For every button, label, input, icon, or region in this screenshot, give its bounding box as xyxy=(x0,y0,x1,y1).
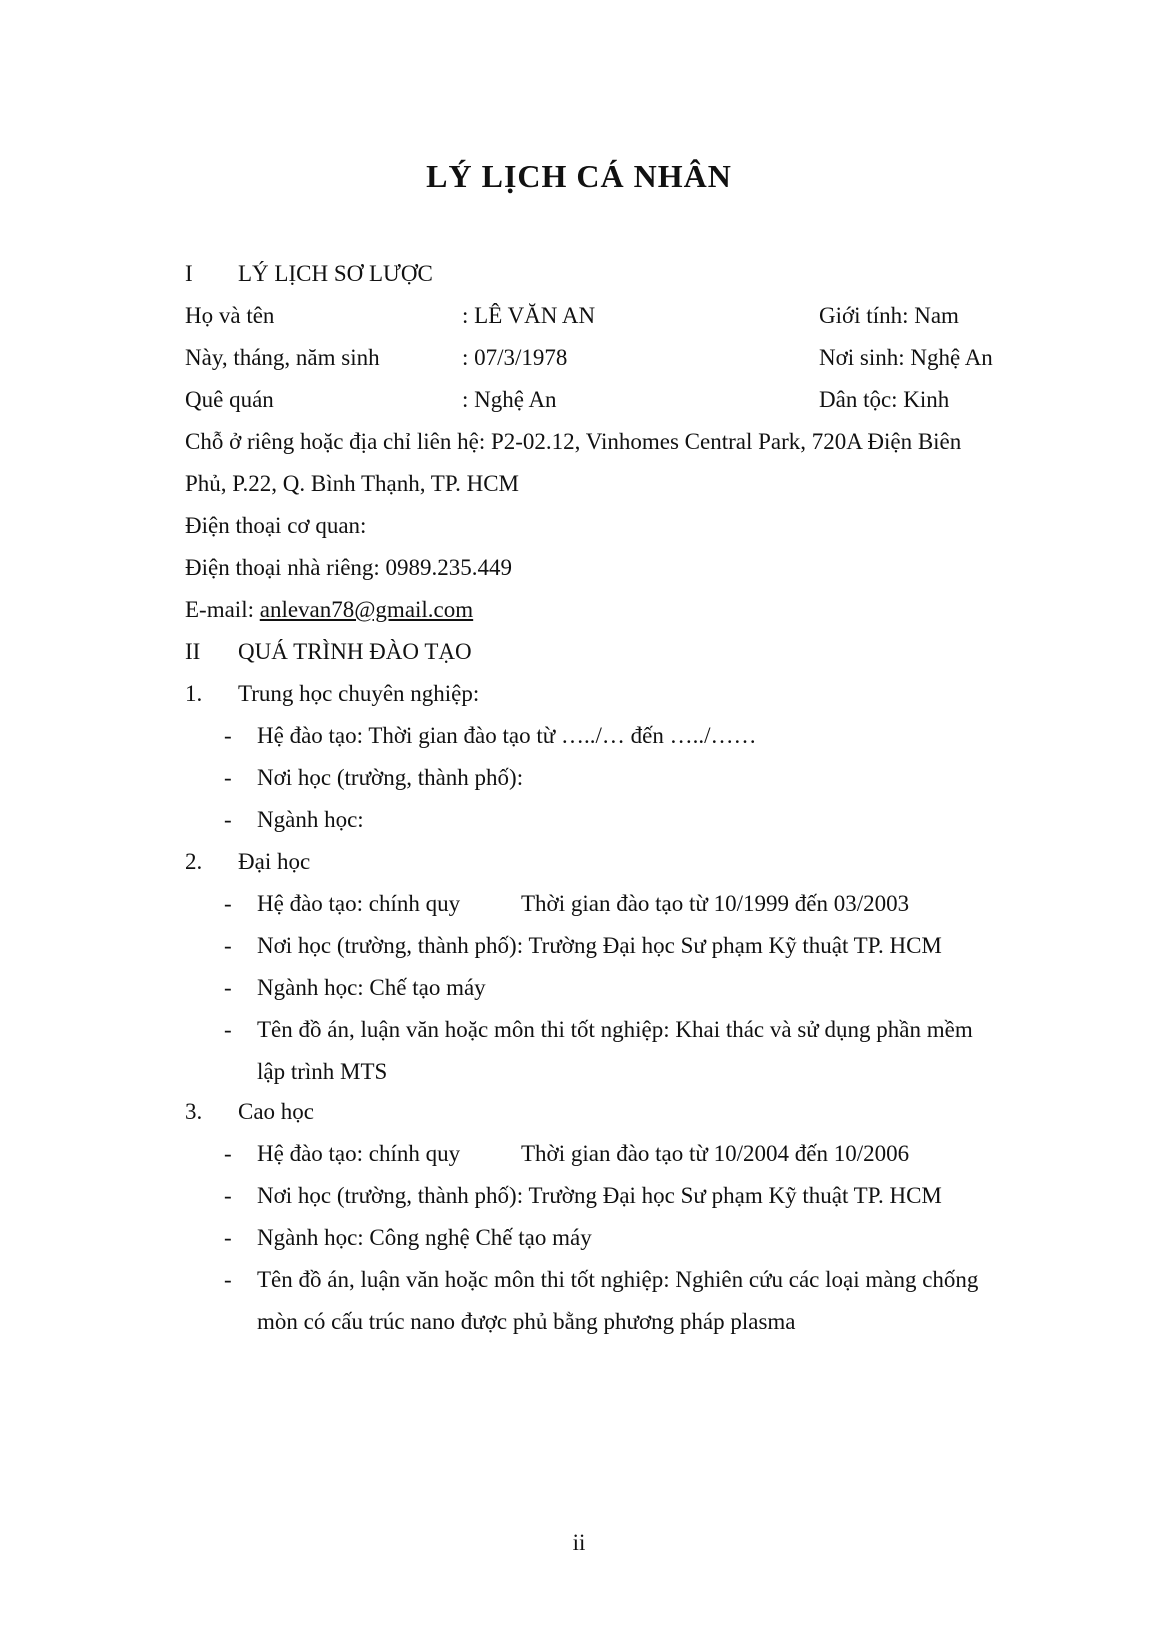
dob-label: Này, tháng, năm sinh xyxy=(185,345,380,370)
major: Ngành học: Chế tạo máy xyxy=(257,975,486,1000)
bullet-dash: - xyxy=(224,1141,232,1166)
bullet-dash: - xyxy=(224,1267,232,1292)
subsection-title: Trung học chuyên nghiệp: xyxy=(238,681,480,706)
bullet-dash: - xyxy=(224,1225,232,1250)
gender-field: Giới tính: Nam xyxy=(819,303,959,328)
address-line-2: Phủ, P.22, Q. Bình Thạnh, TP. HCM xyxy=(185,471,519,496)
email-link[interactable]: anlevan78@gmail.com xyxy=(259,597,474,622)
training-type: Hệ đào tạo: chính quy xyxy=(257,891,461,916)
email-label: E-mail: xyxy=(185,597,260,622)
hometown-label: Quê quán xyxy=(185,387,274,412)
section-number: II xyxy=(185,639,201,664)
home-phone: Điện thoại nhà riêng: 0989.235.449 xyxy=(185,555,513,580)
subsection-title: Đại học xyxy=(238,849,311,874)
subsection-number: 1. xyxy=(185,681,203,706)
birthplace-field: Nơi sinh: Nghệ An xyxy=(819,345,993,370)
office-phone: Điện thoại cơ quan: xyxy=(185,513,367,538)
bullet-dash: - xyxy=(224,1183,232,1208)
section-heading: LÝ LỊCH SƠ LƯỢC xyxy=(238,261,433,286)
subsection-number: 3. xyxy=(185,1099,203,1124)
bullet-dash: - xyxy=(224,765,232,790)
page-number: ii xyxy=(572,1530,586,1555)
major: Ngành học: Công nghệ Chế tạo máy xyxy=(257,1225,592,1250)
subsection-title: Cao học xyxy=(238,1099,315,1124)
list-item: Ngành học: xyxy=(257,807,364,832)
bullet-dash: - xyxy=(224,1017,232,1042)
bullet-dash: - xyxy=(224,933,232,958)
ethnic-field: Dân tộc: Kinh xyxy=(819,387,950,412)
thesis-line-1: Tên đồ án, luận văn hoặc môn thi tốt nghiệp: Khai thác và sử dụng phần mềm xyxy=(257,1017,973,1042)
dob-value: : 07/3/1978 xyxy=(462,345,568,370)
list-item: Nơi học (trường, thành phố): xyxy=(257,765,524,790)
thesis-line-2: mòn có cấu trúc nano được phủ bằng phương pháp plasma xyxy=(257,1309,796,1334)
section-number: I xyxy=(185,261,193,286)
training-time: Thời gian đào tạo từ 10/2004 đến 10/2006 xyxy=(521,1141,910,1166)
thesis-line-1: Tên đồ án, luận văn hoặc môn thi tốt nghiệp: Nghiên cứu các loại màng chống xyxy=(257,1267,979,1292)
hometown-value: : Nghệ An xyxy=(462,387,557,412)
list-item: Hệ đào tạo: Thời gian đào tạo từ …../… đến …../…… xyxy=(257,723,757,748)
training-time: Thời gian đào tạo từ 10/1999 đến 03/2003 xyxy=(521,891,910,916)
study-place: Nơi học (trường, thành phố): Trường Đại học Sư phạm Kỹ thuật TP. HCM xyxy=(257,1183,942,1208)
bullet-dash: - xyxy=(224,975,232,1000)
training-type: Hệ đào tạo: chính quy xyxy=(257,1141,461,1166)
bullet-dash: - xyxy=(224,807,232,832)
email-row xyxy=(185,596,473,624)
study-place: Nơi học (trường, thành phố): Trường Đại học Sư phạm Kỹ thuật TP. HCM xyxy=(257,933,942,958)
section-heading: QUÁ TRÌNH ĐÀO TẠO xyxy=(238,639,472,664)
address-line-1: Chỗ ở riêng hoặc địa chỉ liên hệ: P2-02.12, Vinhomes Central Park, 720A Điện Biên xyxy=(185,429,962,454)
bullet-dash: - xyxy=(224,723,232,748)
bullet-dash: - xyxy=(224,891,232,916)
name-label: Họ và tên xyxy=(185,303,275,328)
page-title: LÝ LỊCH CÁ NHÂN xyxy=(426,158,732,194)
subsection-number: 2. xyxy=(185,849,203,874)
name-value: : LÊ VĂN AN xyxy=(462,303,596,328)
thesis-line-2: lập trình MTS xyxy=(257,1059,388,1084)
